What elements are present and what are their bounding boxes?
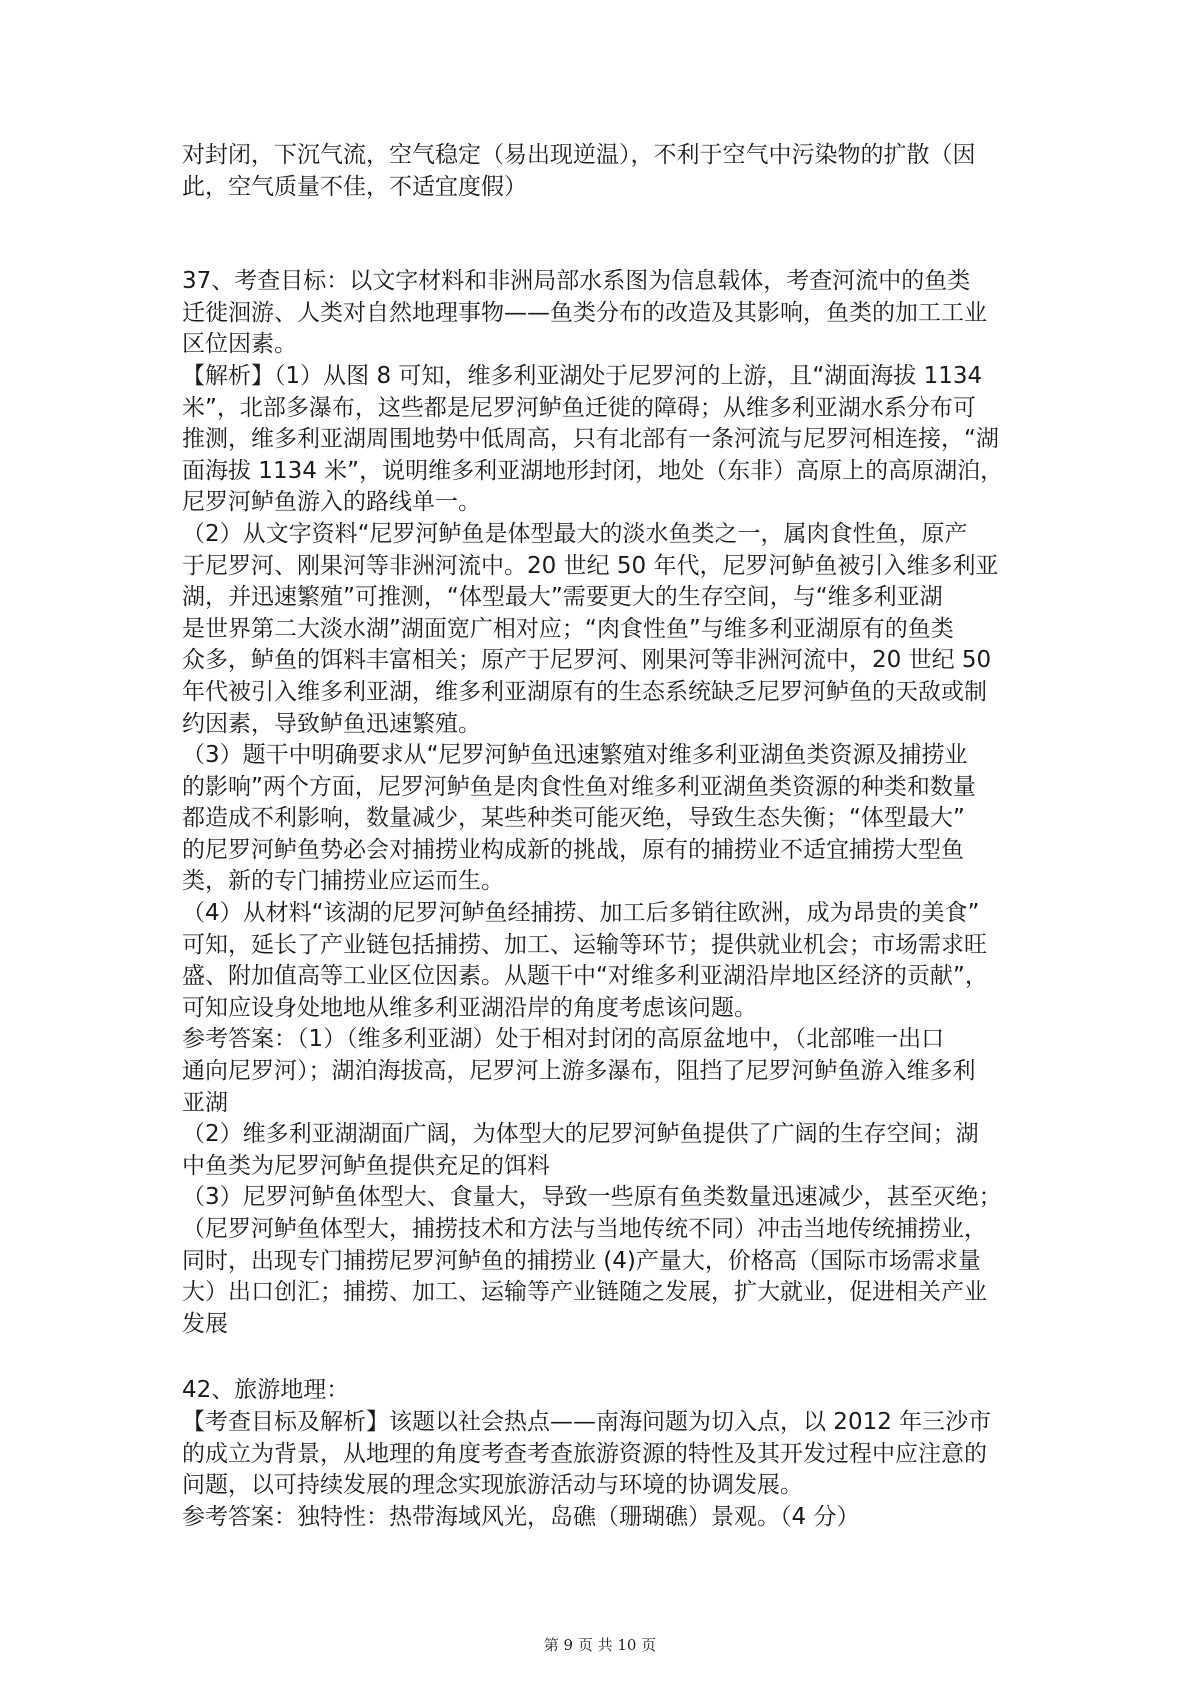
text-line: 可知应设身处地地从维多利亚湖沿岸的角度考虑该问题。 [182, 994, 757, 1021]
question-42-section [182, 1375, 1022, 1533]
text-line: 中鱼类为尼罗河鲈鱼提供充足的饵料 [182, 1152, 550, 1179]
text-line: 对封闭，下沉气流，空气稳定（易出现逆温），不利于空气中污染物的扩散（因 [182, 142, 976, 168]
text-line: 【考查目标及解析】该题以社会热点——南海问题为切入点，以 2012 年三沙市 [182, 1408, 992, 1435]
text-line: 参考答案：独特性：热带海域风光，岛礁（珊瑚礁）景观。（4 分） [182, 1503, 860, 1530]
text-line: 参考答案：（1）（维多利亚湖）处于相对封闭的高原盆地中，（北部唯一出口 [182, 1026, 945, 1053]
section-gap [182, 203, 1022, 266]
text-line: （3）题干中明确要求从“尼罗河鲈鱼迅速繁殖对维多利亚湖鱼类资源及捕捞业 [182, 742, 968, 769]
text-line: 区位因素。 [182, 331, 297, 358]
text-line: 【解析】（1）从图 8 可知，维多利亚湖处于尼罗河的上游，且“湖面海拔 1134 [182, 362, 983, 389]
text-line: 大）出口创汇；捕捞、加工、运输等产业链随之发展，扩大就业，促进相关产业 [182, 1279, 987, 1306]
text-line: 湖，并迅速繁殖”可推测，“体型最大”需要更大的生存空间，与“维多利亚湖 [182, 584, 943, 611]
text-line: 发展 [182, 1310, 228, 1337]
text-line: （2）从文字资料“尼罗河鲈鱼是体型最大的淡水鱼类之一，属肉食性鱼，原产 [182, 520, 968, 547]
text-line: 迁徙洄游、人类对自然地理事物——鱼类分布的改造及其影响，鱼类的加工工业 [182, 299, 987, 326]
text-line: 年代被引入维多利亚湖，维多利亚湖原有的生态系统缺乏尼罗河鲈鱼的天敌或制 [182, 678, 987, 705]
text-line: 都造成不利影响，数量减少，某些种类可能灭绝，导致生态失衡；“体型最大” [182, 805, 965, 832]
text-line: 约因素，导致鲈鱼迅速繁殖。 [182, 710, 481, 737]
text-line: （3）尼罗河鲈鱼体型大、食量大，导致一些原有鱼类数量迅速减少，甚至灭绝； [182, 1184, 1002, 1211]
question-37-section [182, 266, 1022, 1340]
text-line: 此，空气质量不佳，不适宜度假） [182, 173, 527, 200]
text-line: 面海拔 1134 米”，说明维多利亚湖地形封闭，地处（东非）高原上的高原湖泊， [182, 457, 1004, 484]
text-line: 尼罗河鲈鱼游入的路线单一。 [182, 489, 481, 516]
text-line: 同时，出现专门捕捞尼罗河鲈鱼的捕捞业 (4)产量大，价格高（国际市场需求量 [182, 1247, 981, 1274]
text-line: 于尼罗河、刚果河等非洲河流中。20 世纪 50 年代，尼罗河鲈鱼被引入维多利亚 [182, 552, 999, 579]
text-line: （2）维多利亚湖湖面广阔，为体型大的尼罗河鲈鱼提供了广阔的生存空间；湖 [182, 1121, 979, 1148]
text-line: 是世界第二大淡水湖”湖面宽广相对应；“肉食性鱼”与维多利亚湖原有的鱼类 [182, 615, 954, 642]
text-line: 通向尼罗河）；湖泊海拔高，尼罗河上游多瀑布，阻挡了尼罗河鲈鱼游入维多利 [182, 1058, 976, 1085]
intro-paragraph [182, 140, 1022, 203]
text-line: 众多，鲈鱼的饵料丰富相关；原产于尼罗河、刚果河等非洲河流中，20 世纪 50 [182, 647, 992, 674]
text-line: 亚湖 [182, 1089, 228, 1116]
page-number-footer: 第 9 页 共 10 页 [543, 1636, 657, 1654]
text-line: （尼罗河鲈鱼体型大，捕捞技术和方法与当地传统不同）冲击当地传统捕捞业， [182, 1216, 987, 1242]
text-line: 盛、附加值高等工业区位因素。从题干中“对维多利亚湖沿岸地区经济的贡献”， [182, 963, 988, 990]
text-line: 问题，以可持续发展的理念实现旅游活动与环境的协调发展。 [182, 1472, 803, 1499]
text-line: 的成立为背景，从地理的角度考查考查旅游资源的特性及其开发过程中应注意的 [182, 1440, 987, 1467]
section-gap [182, 1340, 1022, 1375]
text-line: 可知，延长了产业链包括捕捞、加工、运输等环节；提供就业机会；市场需求旺 [182, 931, 987, 958]
text-line: 37、考查目标：以文字材料和非洲局部水系图为信息载体，考查河流中的鱼类 [182, 268, 971, 295]
text-line: 类，新的专门捕捞业应运而生。 [182, 868, 504, 895]
text-line: 的影响”两个方面，尼罗河鲈鱼是肉食性鱼对维多利亚湖鱼类资源的种类和数量 [182, 773, 976, 800]
text-line: 42、旅游地理： [182, 1377, 350, 1404]
text-line: 的尼罗河鲈鱼势必会对捕捞业构成新的挑战，原有的捕捞业不适宜捕捞大型鱼 [182, 836, 964, 863]
page-body [182, 140, 1022, 1533]
text-line: 推测，维多利亚湖周围地势中低周高，只有北部有一条河流与尼罗河相连接，“湖 [182, 426, 999, 453]
text-line: （4）从材料“该湖的尼罗河鲈鱼经捕捞、加工后多销往欧洲，成为昂贵的美食” [182, 900, 980, 927]
text-line: 米”，北部多瀑布，这些都是尼罗河鲈鱼迁徙的障碍；从维多利亚湖水系分布可 [182, 394, 976, 421]
